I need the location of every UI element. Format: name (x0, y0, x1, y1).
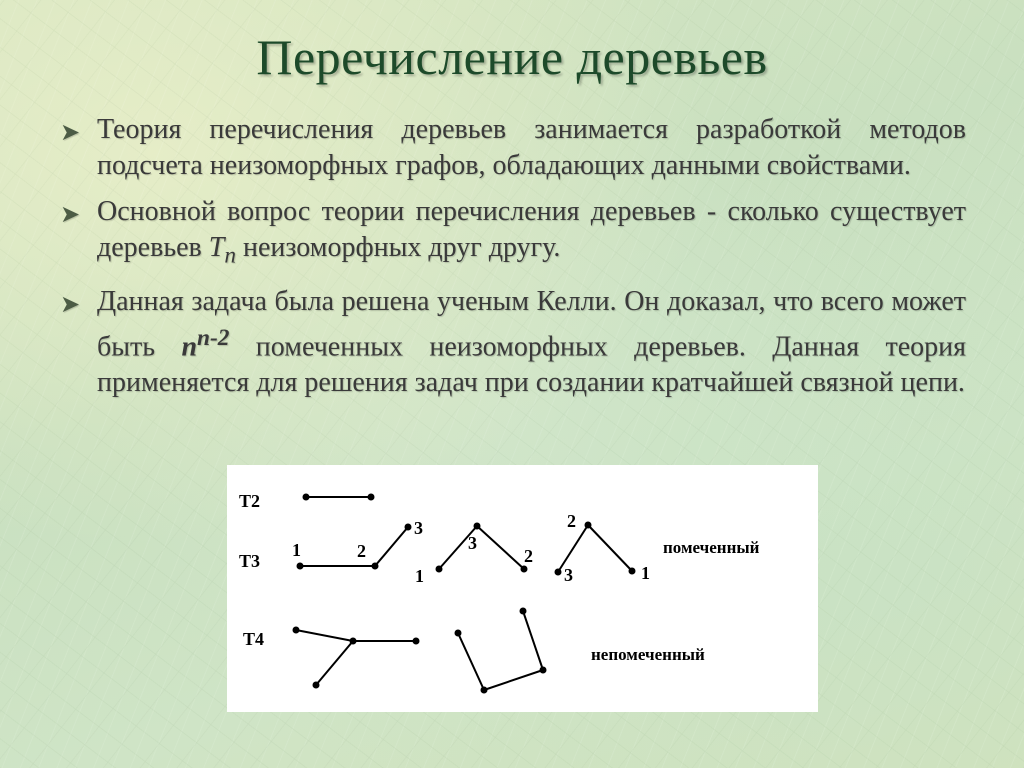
arrowhead-bullet-icon: ➤ (60, 200, 81, 228)
vertex-label: 2 (567, 511, 576, 531)
vertex-label: 3 (468, 533, 477, 553)
vertex (474, 523, 481, 530)
bullet-text-1: Теория перечисления деревьев занимается разработкой методов подсчета неизоморфных графов, обладающих данными свойствами. (97, 114, 966, 181)
slide-title: Перечисление деревьев (256, 29, 768, 85)
vertex (297, 563, 304, 570)
tree-t3-labeled-2 (439, 526, 524, 569)
formula-exponent: n-2 (197, 324, 230, 351)
vertex (413, 638, 420, 645)
vertex (629, 568, 636, 575)
bullet-text-3-before: Данная задача была решена ученым Келли. Он доказал, что всего может быть (97, 285, 966, 362)
vertex (436, 566, 443, 573)
tree-t3-labeled-1 (300, 527, 408, 566)
edge (296, 630, 353, 641)
formula-base: n (181, 330, 198, 362)
edge (523, 611, 543, 670)
vertex-label: 1 (292, 540, 301, 560)
bullet-item-1 (60, 112, 966, 184)
bullet-list (60, 112, 966, 411)
vertex-label: 1 (641, 563, 650, 583)
trees-figure (227, 465, 818, 712)
bullet-text-2-before: Основной вопрос теории перечисления деревьев - сколько существует деревьев (97, 196, 966, 263)
row-label-t2: T2 (239, 491, 261, 511)
unlabeled-caption: непомеченный (591, 645, 705, 664)
vertex (293, 627, 300, 634)
vertex (520, 608, 527, 615)
tree-symbol: T (208, 232, 225, 263)
vertex-label: 3 (414, 518, 423, 538)
arrowhead-bullet-icon: ➤ (60, 289, 81, 318)
vertex (372, 563, 379, 570)
vertex (555, 569, 562, 576)
bullet-text-3-after: помеченных неизоморфных деревьев. Данная теория применяется для решения задач при создании кратчайшей связной цепи. (97, 330, 966, 398)
vertex (540, 667, 547, 674)
edge (477, 526, 524, 569)
vertex (313, 682, 320, 689)
vertex (303, 494, 310, 501)
tree-t4-path (458, 611, 543, 690)
tree-t4-star (296, 630, 416, 685)
edge (558, 525, 588, 572)
labeled-caption: помеченный (663, 538, 760, 557)
tree-subscript: n (224, 242, 236, 269)
vertex-label: 2 (357, 541, 366, 561)
vertex (585, 522, 592, 529)
trees-diagram (227, 465, 818, 712)
edge (588, 525, 632, 571)
vertex-label: 3 (564, 565, 573, 585)
vertex (481, 687, 488, 694)
arrowhead-bullet-icon: ➤ (60, 118, 81, 146)
row-label-t4: T4 (243, 629, 265, 649)
vertex-label: 2 (524, 546, 533, 566)
vertex (350, 638, 357, 645)
bullet-text-2-after: неизоморфных друг другу. (236, 232, 561, 263)
vertex (455, 630, 462, 637)
edge (484, 670, 543, 690)
bullet-item-3 (60, 284, 966, 401)
edge (316, 641, 353, 685)
edge (375, 527, 408, 566)
vertex (368, 494, 375, 501)
edge (458, 633, 484, 690)
vertex (521, 566, 528, 573)
vertex-label: 1 (415, 566, 424, 586)
row-label-t3: T3 (239, 551, 261, 571)
vertex (405, 524, 412, 531)
bullet-item-2 (60, 194, 966, 274)
